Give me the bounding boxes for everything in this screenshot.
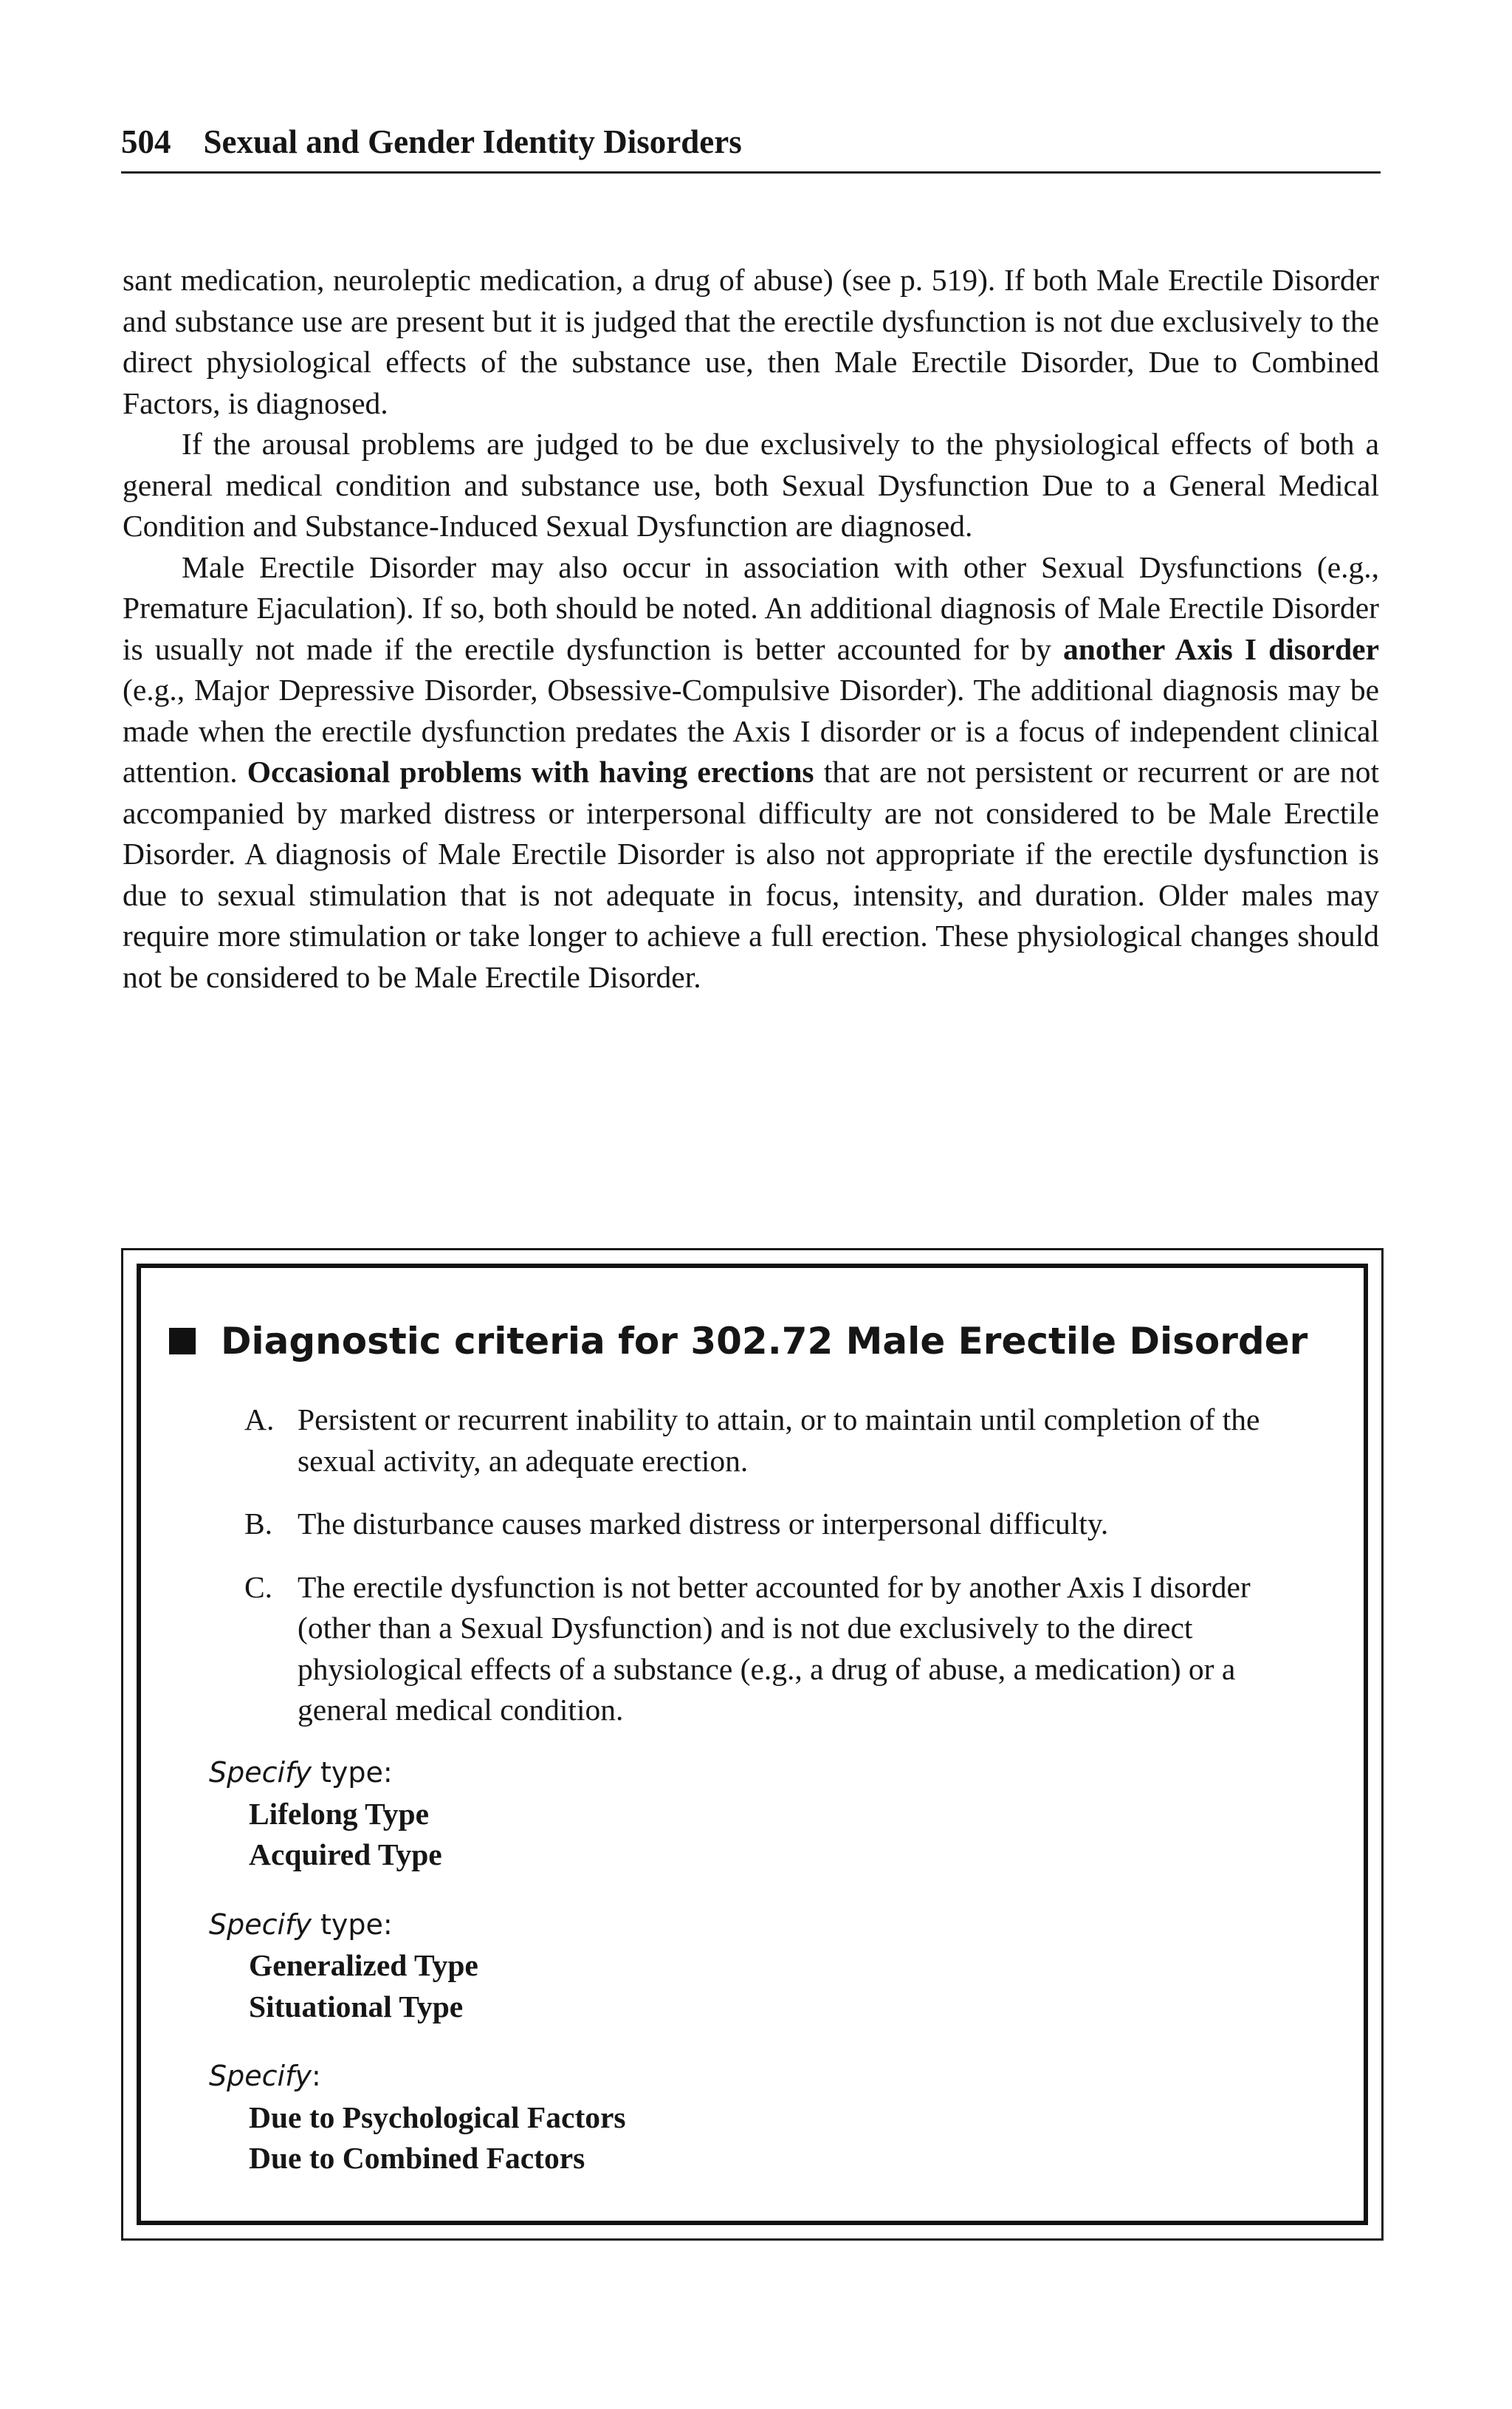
criterion-letter: C. (244, 1569, 273, 1604)
running-title: Sexual and Gender Identity Disorders (203, 123, 742, 160)
criterion-text: Persistent or recurrent inability to attain, or to maintain until completion of the sexual activity, an adequate erection. (298, 1402, 1260, 1478)
criterion-letter: A. (244, 1402, 275, 1436)
specify-suffix: type: (311, 1908, 393, 1941)
criteria-title-text: Diagnostic criteria for 302.72 Male Erectile Disorder (221, 1320, 1308, 1363)
criterion-a (244, 1399, 1307, 1481)
diagnostic-criteria-box-inner (137, 1264, 1368, 2225)
paragraph-1: sant medication, neuroleptic medication, a drug of abuse) (see p. 519). If both Male Erectile Disorder and substance use are present but it is judged that the erectile dysfunction is not due exclusively to the direct physiological effects of the substance use, then Male Erectile Disorder, Due to Combined Factors, is diagnosed. (123, 263, 1379, 420)
specifier-label (209, 2055, 1243, 2097)
page-number: 504 (121, 123, 171, 160)
specify-word: Specify (209, 1908, 312, 1941)
specifier-list (209, 1752, 1243, 2207)
criteria-list (244, 1399, 1307, 1753)
paragraph-3-text-c: (e.g., Major Depressive Disorder, Obsessive-Compulsive Disorder). The additional diagnosis may be made when the erectile dysfunction predates the Axis I disorder or is a focus of independent clinical attention. (123, 673, 1379, 789)
specifier-label (209, 1752, 1243, 1794)
body-text (123, 260, 1379, 998)
criterion-b (244, 1504, 1307, 1545)
specifier-option: Acquired Type (249, 1837, 442, 1871)
specify-suffix: type: (311, 1756, 393, 1789)
running-header (121, 112, 1381, 174)
specifier-option: Due to Psychological Factors (249, 2100, 626, 2134)
specify-word: Specify (209, 2060, 312, 2092)
criterion-c (244, 1567, 1307, 1731)
specify-word: Specify (209, 1756, 312, 1789)
criterion-text: The erectile dysfunction is not better accounted for by another Axis I disorder (other than a Sexual Dysfunction) and is not due exclusively to the direct physiological effects of a substance (e.g., a drug of abuse, a medication) or a general medical condition. (298, 1569, 1251, 1727)
bold-phrase-occasional-problems: Occasional problems with having erections (247, 755, 814, 789)
criteria-box-title (169, 1315, 1307, 1367)
paragraph-3-text-a: Male Erectile Disorder may also occur in association with other Sexual Dysfunctions (e.g., Premature Ejaculation). If so, both should be noted. An additional diagnosis of Male Erectile Disorder is usually not made if the erectile dysfunction is better accounted for by (123, 549, 1379, 666)
paragraph-3 (123, 547, 1379, 998)
criterion-letter: B. (244, 1507, 273, 1541)
specifier-option: Due to Combined Factors (249, 2141, 585, 2175)
specify-suffix: : (311, 2060, 321, 2092)
specifier-option: Situational Type (249, 1989, 464, 2024)
specifier-option: Lifelong Type (249, 1796, 430, 1831)
specifier-option: Generalized Type (249, 1948, 478, 1982)
diagnostic-criteria-box (121, 1248, 1384, 2241)
specifier-group-onset (209, 1752, 1243, 1876)
specifier-group-context (209, 1904, 1243, 2028)
paragraph-2: If the arousal problems are judged to be due exclusively to the physiological effects of both a general medical condition and substance use, both Sexual Dysfunction Due to a General Medical Condition and Substance-Induced Sexual Dysfunction are diagnosed. (123, 427, 1379, 543)
specifier-group-factors (209, 2055, 1243, 2179)
paragraph-3-text-e: that are not persistent or recurrent or are not accompanied by marked distress or interpersonal difficulty are not considered to be Male Erectile Disorder. A diagnosis of Male Erectile Disorder is also not appropriate if the erectile dysfunction is due to sexual stimulation that is not adequate in focus, intensity, and duration. Older males may require more stimulation or take longer to achieve a full erection. These physiological changes should not be considered to be Male Erectile Disorder. (123, 755, 1380, 994)
specifier-label (209, 1904, 1243, 1946)
black-square-bullet-icon (169, 1328, 196, 1354)
bold-phrase-axis-i-disorder: another Axis I disorder (1063, 631, 1379, 666)
criterion-text: The disturbance causes marked distress or interpersonal difficulty. (298, 1507, 1109, 1541)
